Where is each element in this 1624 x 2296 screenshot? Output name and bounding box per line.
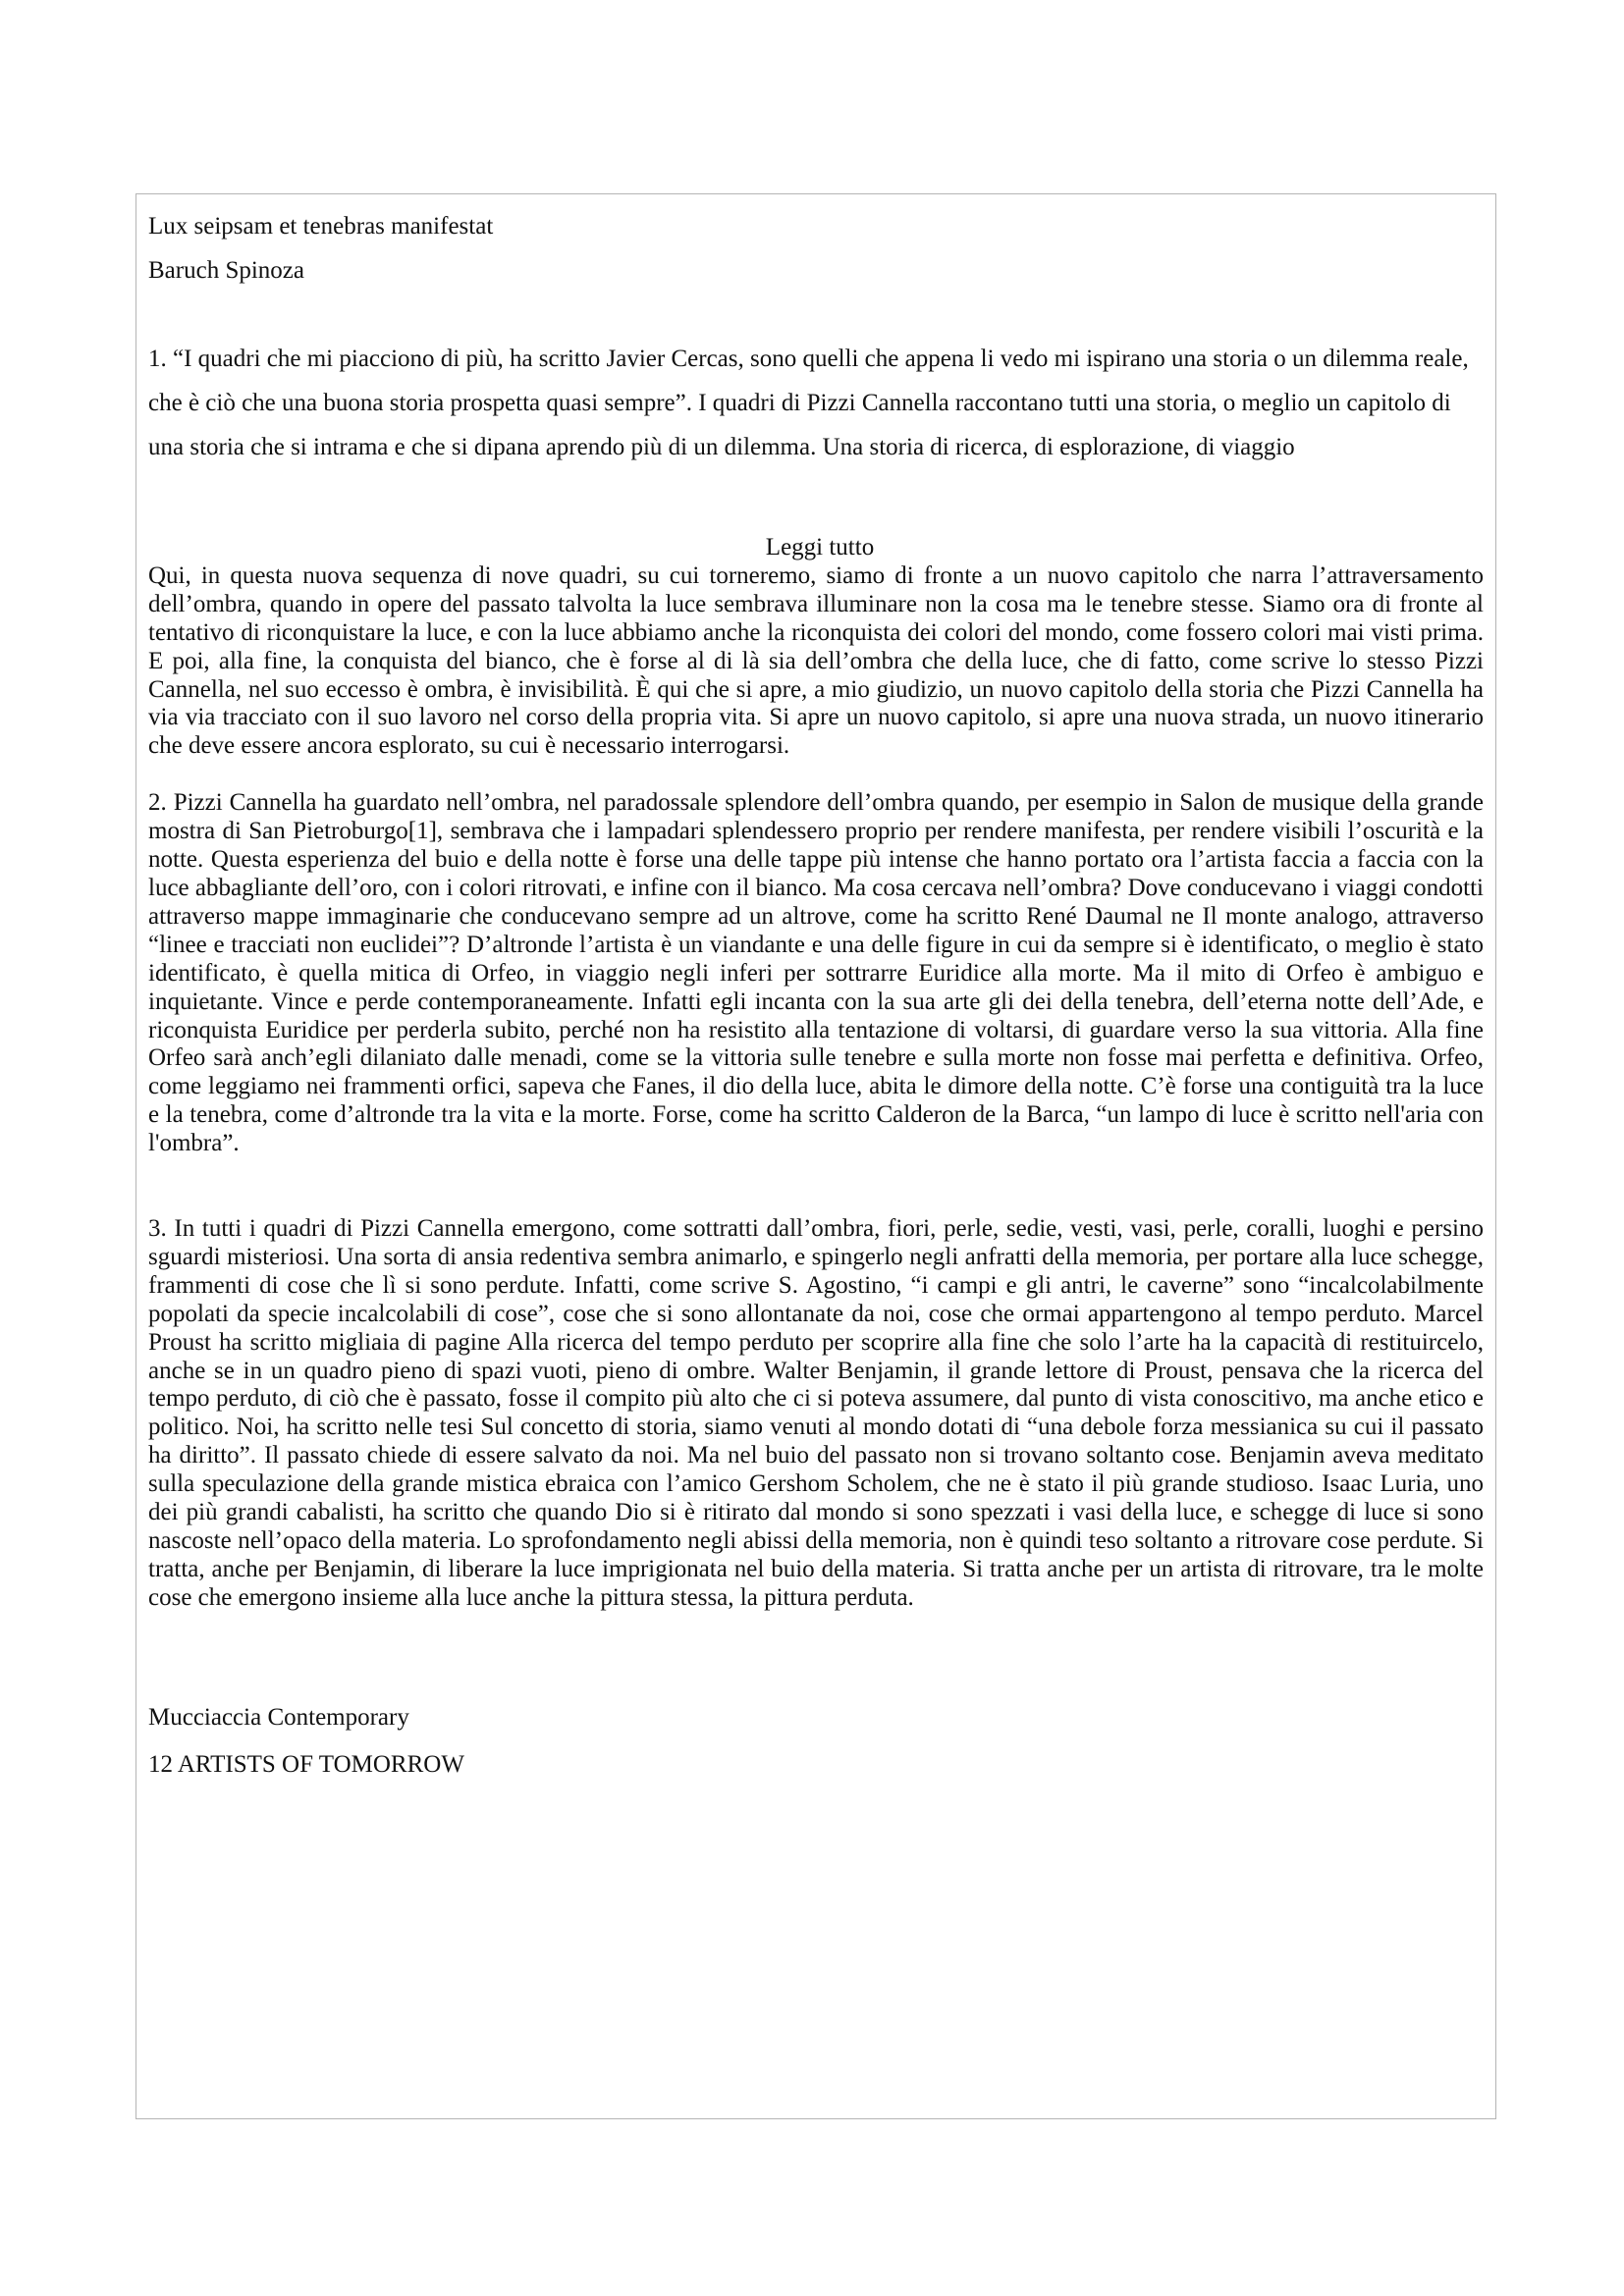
section-3-body: 3. In tutti i quadri di Pizzi Cannella emergono, come sottratti dall’ombra, fiori, perle, sedie, vesti, vasi, perle, coralli, luoghi e persino sguardi misteriosi. Una sorta di ansia redentiva sembra animarlo, e spingerlo negli anfratti della memoria, per portare alla luce schegge, frammenti di cose che lì si sono perdute. Infatti, come scrive S. Agostino, “i campi e gli antri, le caverne” sono “incalcolabilmente popolati da specie incalcolabili di cose”, cose che si sono allontanate da noi, cose che ormai appartengono al tempo perduto. Marcel Proust ha scritto migliaia di pagine Alla ricerca del tempo perduto per scoprire alla fine che solo l’arte ha la capacità di restituircelo, anche se in un quadro pieno di spazi vuoti, pieno di ombre. Walter Benjamin, il grande lettore di Proust, pensava che la ricerca del tempo perduto, di ciò che è passato, fosse il compito più alto che ci si poteva assumere, dal punto di vista conoscitivo, ma anche etico e politico. Noi, ha scritto nelle tesi Sul concetto di storia, siamo venuti al mondo dotati di “una debole forza messianica su cui il passato ha diritto”. Il passato chiede di essere salvato da noi. Ma nel buio del passato non si trovano soltanto cose. Benjamin aveva meditato sulla speculazione della grande mistica ebraica con l’amico Gershom Scholem, che ne è stato il più grande studioso. Isaac Luria, uno dei più grandi cabalisti, ha scritto che quando Dio si è ritirato dal mondo si sono spezzati i vasi della luce, e schegge di luce si sono nascoste nell’opaco della materia. Lo sprofondamento negli abissi della memoria, non è quindi teso soltanto a ritrovare cose perdute. Si tratta, anche per Benjamin, di liberare la luce imprigionata nel buio della materia. Si tratta anche per un artista di ritrovare, tra le molte cose che emergono insieme alla luce anche la pittura stessa, la pittura perduta.: [148, 1215, 1484, 1611]
spacer: [148, 1158, 1484, 1215]
read-more-link[interactable]: Leggi tutto: [765, 534, 875, 561]
section-2-body: 2. Pizzi Cannella ha guardato nell’ombra, nel paradossale splendore dell’ombra quando, per esempio in Salon de musique della grande mostra di San Pietroburgo[1], sembrava che i lampadari splendessero proprio per rendere manifesta, per rendere visibili l’oscurità e la notte. Questa esperienza del buio e della notte è forse una delle tappe più intense che hanno portato ora l’artista faccia a faccia con la luce abbagliante dell’oro, con i colori ritrovati, e infine con il bianco. Ma cosa cercava nell’ombra? Dove conducevano i viaggi condotti attraverso mappe immaginarie che conducevano sempre ad un altrove, come ha scritto René Daumal ne Il monte analogo, attraverso “linee e tracciati non euclidei”? D’altronde l’artista è un viandante e una delle figure in cui da sempre si è identificato, o meglio è stato identificato, è quella mitica di Orfeo, in viaggio negli inferi per sottrarre Euridice alla morte. Ma il mito di Orfeo è ambiguo e inquietante. Vince e perde contemporaneamente. Infatti egli incanta con la sua arte gli dei della tenebra, dell’eterna notte dell’Ade, e riconquista Euridice per perderla subito, perché non ha resistito alla tentazione di voltarsi, di guardare verso la sua vittoria. Alla fine Orfeo sarà anch’egli dilaniato dalle menadi, come se la vittoria sulle tenebre e sulla morte non fosse mai perfetta e definitiva. Orfeo, come leggiamo nei frammenti orfici, sapeva che Fanes, il dio della luce, abita le dimore della notte. C’è forse una contiguità tra la luce e la tenebra, come d’altronde tra la vita e la morte. Forse, come ha scritto Calderon de la Barca, “un lampo di luce è scritto nell'aria con l'ombra”.: [148, 789, 1484, 1157]
footer-project: 12 ARTISTS OF TOMORROW: [148, 1750, 464, 1778]
spacer: [148, 469, 1484, 526]
epigraph-author: Baruch Spinoza: [148, 257, 304, 284]
footer-gallery: Mucciaccia Contemporary: [148, 1703, 409, 1731]
spacer: [148, 293, 1484, 337]
spacer: [148, 1613, 1484, 1695]
document-content: [148, 204, 1484, 1787]
section-1-intro: 1. “I quadri che mi piacciono di più, ha scritto Javier Cercas, sono quelli che appena li vedo mi ispirano una storia o un dilemma reale, che è ciò che una buona storia prospetta quasi sempre”. I quadri di Pizzi Cannella raccontano tutti una storia, o meglio un capitolo di una storia che si intrama e che si dipana aprendo più di un dilemma. Una storia di ricerca, di esplorazione, di viaggio: [148, 346, 1469, 460]
document-frame: [135, 193, 1496, 2119]
spacer: [148, 761, 1484, 789]
epigraph-quote: Lux seipsam et tenebras manifestat: [148, 213, 494, 240]
section-1-body: Qui, in questa nuova sequenza di nove quadri, su cui torneremo, siamo di fronte a un nuovo capitolo che narra l’attraversamento dell’ombra, quando in opere del passato talvolta la luce sembrava illuminare non la cosa ma le tenebre stesse. Siamo ora di fronte al tentativo di riconquistare la luce, e con la luce abbiamo anche la riconquista dei colori del mondo, come fossero colori mai visti prima. E poi, alla fine, la conquista del bianco, che è forse al di là sia dell’ombra che della luce, che di fatto, come scrive lo stesso Pizzi Cannella, nel suo eccesso è ombra, è invisibilità. È qui che si apre, a mio giudizio, un nuovo capitolo della storia che Pizzi Cannella ha via via tracciato con il suo lavoro nel corso della propria vita. Si apre un nuovo capitolo, si apre una nuova strada, un nuovo itinerario che deve essere ancora esplorato, su cui è necessario interrogarsi.: [148, 561, 1484, 760]
